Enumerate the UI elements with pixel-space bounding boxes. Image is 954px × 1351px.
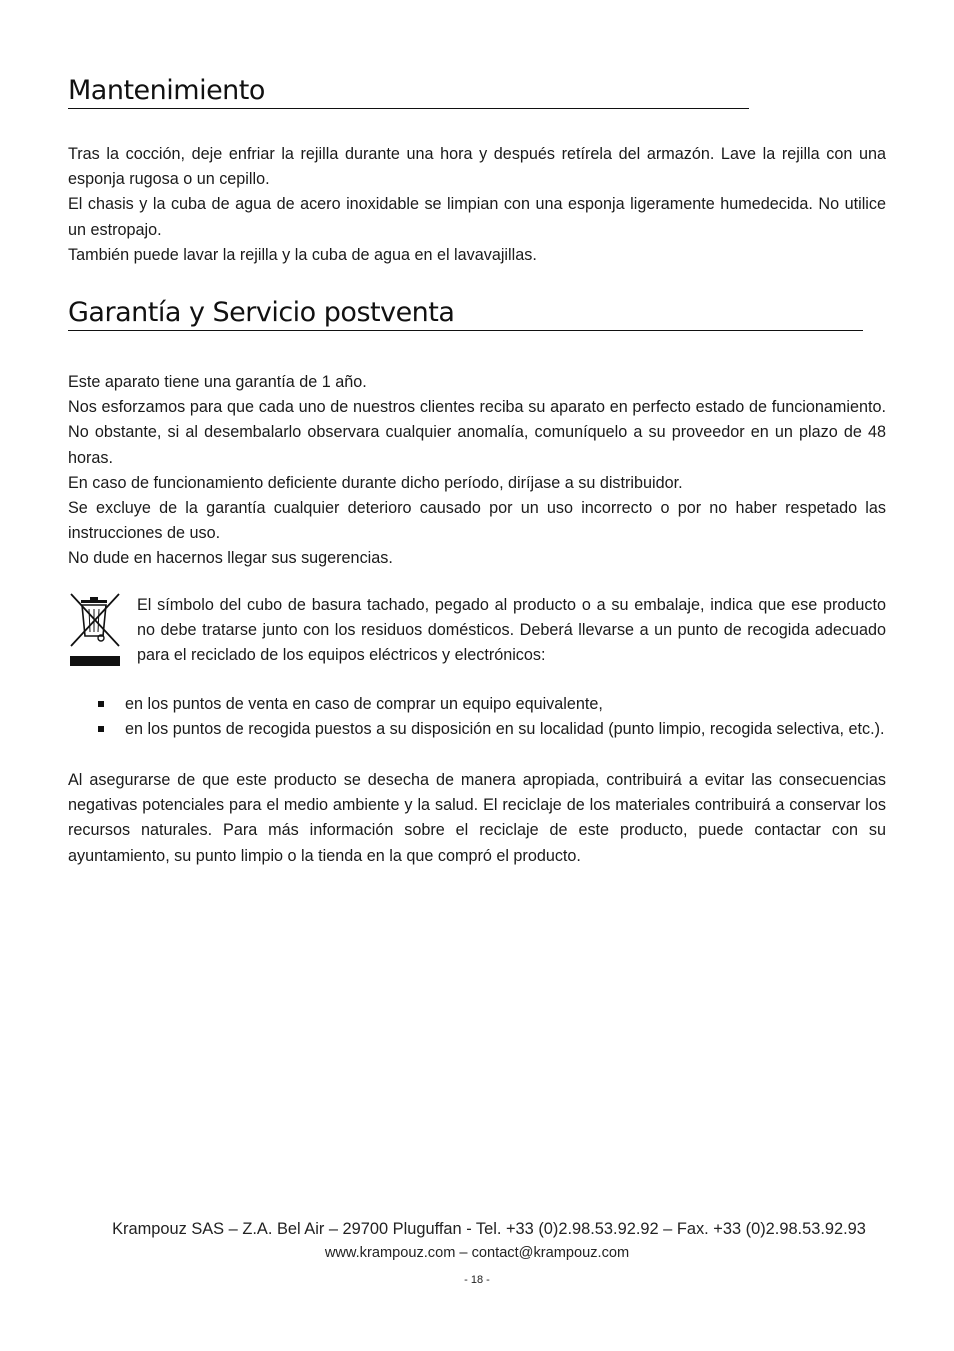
- warranty-paragraph: Nos esforzamos para que cada uno de nuestros clientes reciba su aparato en perfecto estado de funcionamiento. No obstante, si al desembalarlo observara cualquier anomalía, comuníquelo a su proveedor en un plazo de 48 horas.: [68, 398, 886, 467]
- maintenance-paragraph: También puede lavar la rejilla y la cuba de agua en el lavavajillas.: [68, 245, 537, 264]
- square-bullet-icon: [98, 726, 104, 732]
- warranty-paragraph: Este aparato tiene una garantía de 1 año.: [68, 373, 367, 391]
- page-number: - 18 -: [464, 1274, 490, 1286]
- list-item-text: en los puntos de venta en caso de comprar un equipo equivalente,: [125, 695, 603, 713]
- maintenance-text: [68, 142, 886, 268]
- warranty-paragraph: En caso de funcionamiento deficiente durante dicho período, diríjase a su distribuidor.: [68, 473, 683, 492]
- section-title-warranty: Garantía y Servicio postventa: [68, 298, 863, 331]
- collection-points-list: [68, 692, 886, 742]
- footer-address: Krampouz SAS – Z.A. Bel Air – 29700 Pluguffan - Tel. +33 (0)2.98.53.92.92 – Fax. +33 (0)2.98.53.92.93: [112, 1220, 866, 1238]
- maintenance-paragraph: Tras la cocción, deje enfriar la rejilla durante una hora y después retírela del armazón. Lave la rejilla con una esponja rugosa o un cepillo.: [68, 145, 886, 189]
- maintenance-paragraph: El chasis y la cuba de agua de acero inoxidable se limpian con una esponja ligeramente humedecida. No utilice un estropajo.: [68, 195, 886, 239]
- warranty-paragraph: Se excluye de la garantía cualquier deterioro causado por un uso incorrecto o por no haber respetado las instrucciones de uso.: [68, 499, 886, 543]
- section-title-maintenance: Mantenimiento: [68, 76, 749, 109]
- closing-paragraph: Al asegurarse de que este producto se desecha de manera apropiada, contribuirá a evitar las consecuencias negativas potenciales para el medio ambiente y la salud. El reciclaje de los materiales contribuirá a conservar los recursos naturales. Para más información sobre el reciclaje de este producto, puede contactar con su ayuntamiento, su punto limpio o la tienda en la que compró el producto.: [68, 771, 886, 865]
- warranty-text: [68, 370, 886, 572]
- footer-contact: www.krampouz.com – contact@krampouz.com: [324, 1245, 630, 1261]
- list-item: [68, 692, 886, 717]
- square-bullet-icon: [98, 701, 104, 707]
- warranty-paragraph: No dude en hacernos llegar sus sugerencias.: [68, 549, 393, 568]
- crossed-out-wheelie-bin-icon: [68, 592, 122, 668]
- recycling-closing-text: [68, 768, 886, 869]
- list-item-text: en los puntos de recogida puestos a su disposición en su localidad (punto limpio, recogida selectiva, etc.).: [125, 720, 885, 739]
- weee-text: El símbolo del cubo de basura tachado, pegado al producto o a su embalaje, indica que ese producto no debe tratarse junto con los residuos domésticos. Deberá llevarse a un punto de recogida adecuado para el reciclado de los equipos eléctricos y electrónicos:: [137, 596, 886, 665]
- list-item: [68, 717, 886, 742]
